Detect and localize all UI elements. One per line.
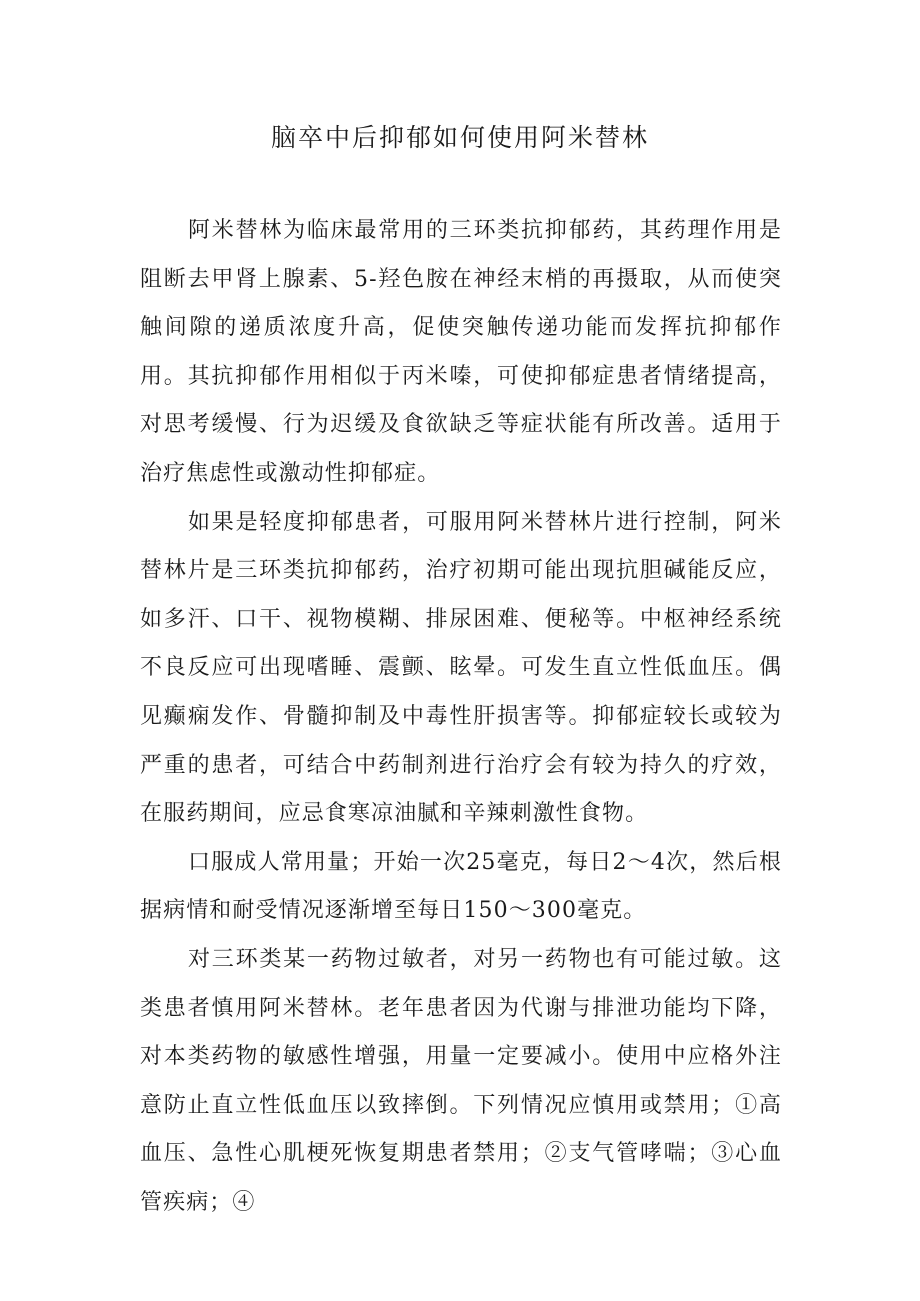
- paragraph-precautions: 对三环类某一药物过敏者，对另一药物也有可能过敏。这类患者慎用阿米替林。老年患者因为代谢与排泄功能均下降，对本类药物的敏感性增强，用量一定要减小。使用中应格外注意防止直立性低血压以致摔倒。下列情况应慎用或禁用；①高血压、急性心肌梗死恢复期患者禁用；②支气管哮喘；③心血管疾病；④: [140, 946, 782, 1215]
- paragraph-side-effects: 如果是轻度抑郁患者，可服用阿米替林片进行控制，阿米替林片是三环类抗抑郁药，治疗初期可能出现抗胆碱能反应，如多汗、口干、视物模糊、排尿困难、便秘等。中枢神经系统不良反应可出现嗜睡、震颤、眩晕。可发生直立性低血压。偶见癫痫发作、骨髓抑制及中毒性肝损害等。抑郁症较长或较为严重的患者，可结合中药制剂进行治疗会有较为持久的疗效，在服药期间，应忌食寒凉油腻和辛辣刺激性食物。: [140, 509, 782, 827]
- paragraph-dosage: 口服成人常用量；开始一次25毫克，每日2～4次，然后根据病情和耐受情况逐渐增至每日150～300毫克。: [140, 849, 782, 924]
- document-title: 脑卒中后抑郁如何使用阿米替林: [270, 123, 649, 152]
- paragraph-amitriptyline-pharmacology: 阿米替林为临床最常用的三环类抗抑郁药，其药理作用是阻断去甲肾上腺素、5-羟色胺在神经末梢的再摄取，从而使突触间隙的递质浓度升高，促使突触传递功能而发挥抗抑郁作用。其抗抑郁作用相似于丙米嗪，可使抑郁症患者情绪提高，对思考缓慢、行为迟缓及食欲缺乏等症状能有所改善。适用于治疗焦虑性或激动性抑郁症。: [140, 218, 782, 486]
- document-body: [140, 207, 782, 1227]
